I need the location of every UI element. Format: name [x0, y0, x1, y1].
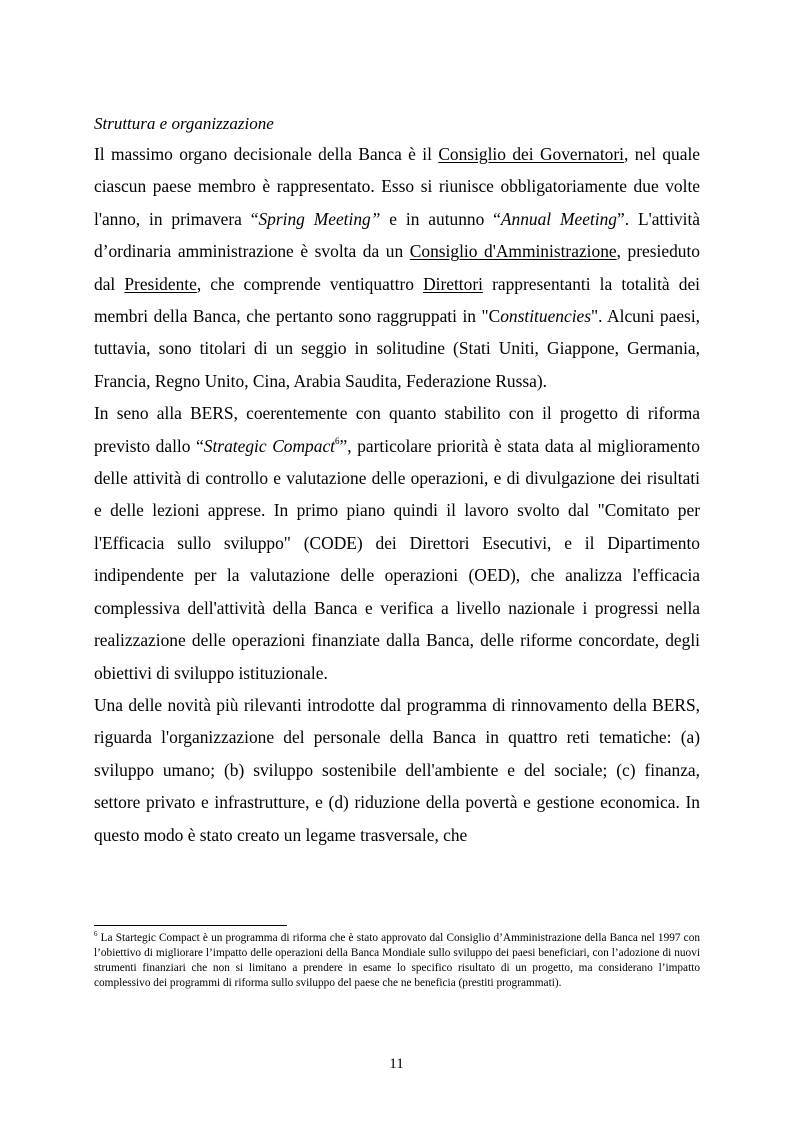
link-consiglio-governatori: Consiglio dei Governatori: [438, 144, 624, 164]
paragraph-governance: [94, 138, 700, 397]
page-body: [94, 112, 700, 851]
p1-text-4: ”. L'attività d’ordinaria amministrazione è svolta da un: [94, 208, 700, 262]
p1-text-8: ". Alcuni paesi, tuttavia, sono titolari di un seggio in solitudine (Stati Uniti, Giappone, Germania, Francia, Regno Unito, Cina, Arabia Saudita, Federazione Russa).: [94, 306, 700, 391]
p2-text-1: In seno alla BERS, coerentemente con quanto stabilito con il progetto di riforma previsto dallo “: [94, 403, 700, 456]
p1-italic-annual: Annual Meeting: [500, 208, 617, 229]
footnote: [94, 931, 700, 991]
p1-text-6: , che comprende ventiquattro: [196, 273, 424, 294]
p1-text-1: Il massimo organo decisionale della Banca è il: [94, 144, 439, 164]
footnote-ref: 6: [335, 435, 340, 446]
paragraph-reti-tematiche: Una delle novità più rilevanti introdotte dal programma di rinnovamento della BERS, riguarda l'organizzazione del personale della Banca in quattro reti tematiche: (a) sviluppo umano; (b) sviluppo sostenibile dell'ambiente e del sociale; (c) finanza, settore privato e infrastrutture, e (d) riduzione della povertà e gestione economica. In questo modo è stato creato un legame trasversale, che: [94, 694, 700, 845]
section-title: Struttura e organizzazione: [94, 114, 274, 133]
p1-text-5: , presieduto dal: [94, 241, 700, 294]
footnote-text: La Startegic Compact è un programma di riforma che è stato approvato dal Consiglio d’Amministrazione della Banca nel 1997 con l’obiettivo di migliorare l’impatto delle operazioni della Banca Mondiale sullo sviluppo dei paesi beneficiari, con l’adozione di nuovi strumenti finanziari che non si limitano a prendere in esame lo specifico risultato di un progetto, ma considerano l’impatto complessivo dei programmi di riforma sullo sviluppo del paese che ne beneficia (prestiti programmati).: [94, 932, 700, 989]
p2-text-2: ”, particolare priorità è stata data al miglioramento delle attività di controllo e valutazione delle operazioni, e di divulgazione dei risultati e delle lezioni apprese. In primo piano quindi il lavoro svolto dal "Comitato per l'Efficacia sullo sviluppo" (CODE) dei Direttori Esecutivi, e il Dipartimento indipendente per la valutazione delle operazioni (OED), che analizza l'efficacia complessiva dell'attività della Banca e verifica a livello nazionale i progressi nella realizzazione delle operazioni finanziate dalla Banca, delle riforme concordate, degli obiettivi di sviluppo istituzionale.: [94, 435, 700, 683]
page-number: 11: [389, 1056, 404, 1072]
p1-italic-constituencies: onstituencies: [500, 306, 592, 327]
link-direttori: Direttori: [423, 273, 483, 294]
p1-text-2: , nel quale ciascun paese membro è rappresentato. Esso si riunisce obbligatoriamente due volte l'anno, in primavera “: [94, 144, 700, 229]
footnote-number: 6: [94, 930, 98, 938]
link-consiglio-amministrazione: Consiglio d'Amministrazione: [409, 241, 617, 262]
p1-text-3: e in autunno “: [380, 208, 501, 229]
link-presidente: Presidente: [124, 273, 197, 294]
p2-italic-strategic-compact: Strategic Compact: [203, 435, 335, 456]
paragraph-strategic-compact: [94, 397, 700, 689]
p1-italic-spring: Spring Meeting”: [258, 208, 381, 229]
p1-text-7: rappresentanti la totalità dei membri della Banca, che pertanto sono raggruppati in "C: [94, 273, 701, 327]
footnote-divider: [94, 925, 287, 926]
